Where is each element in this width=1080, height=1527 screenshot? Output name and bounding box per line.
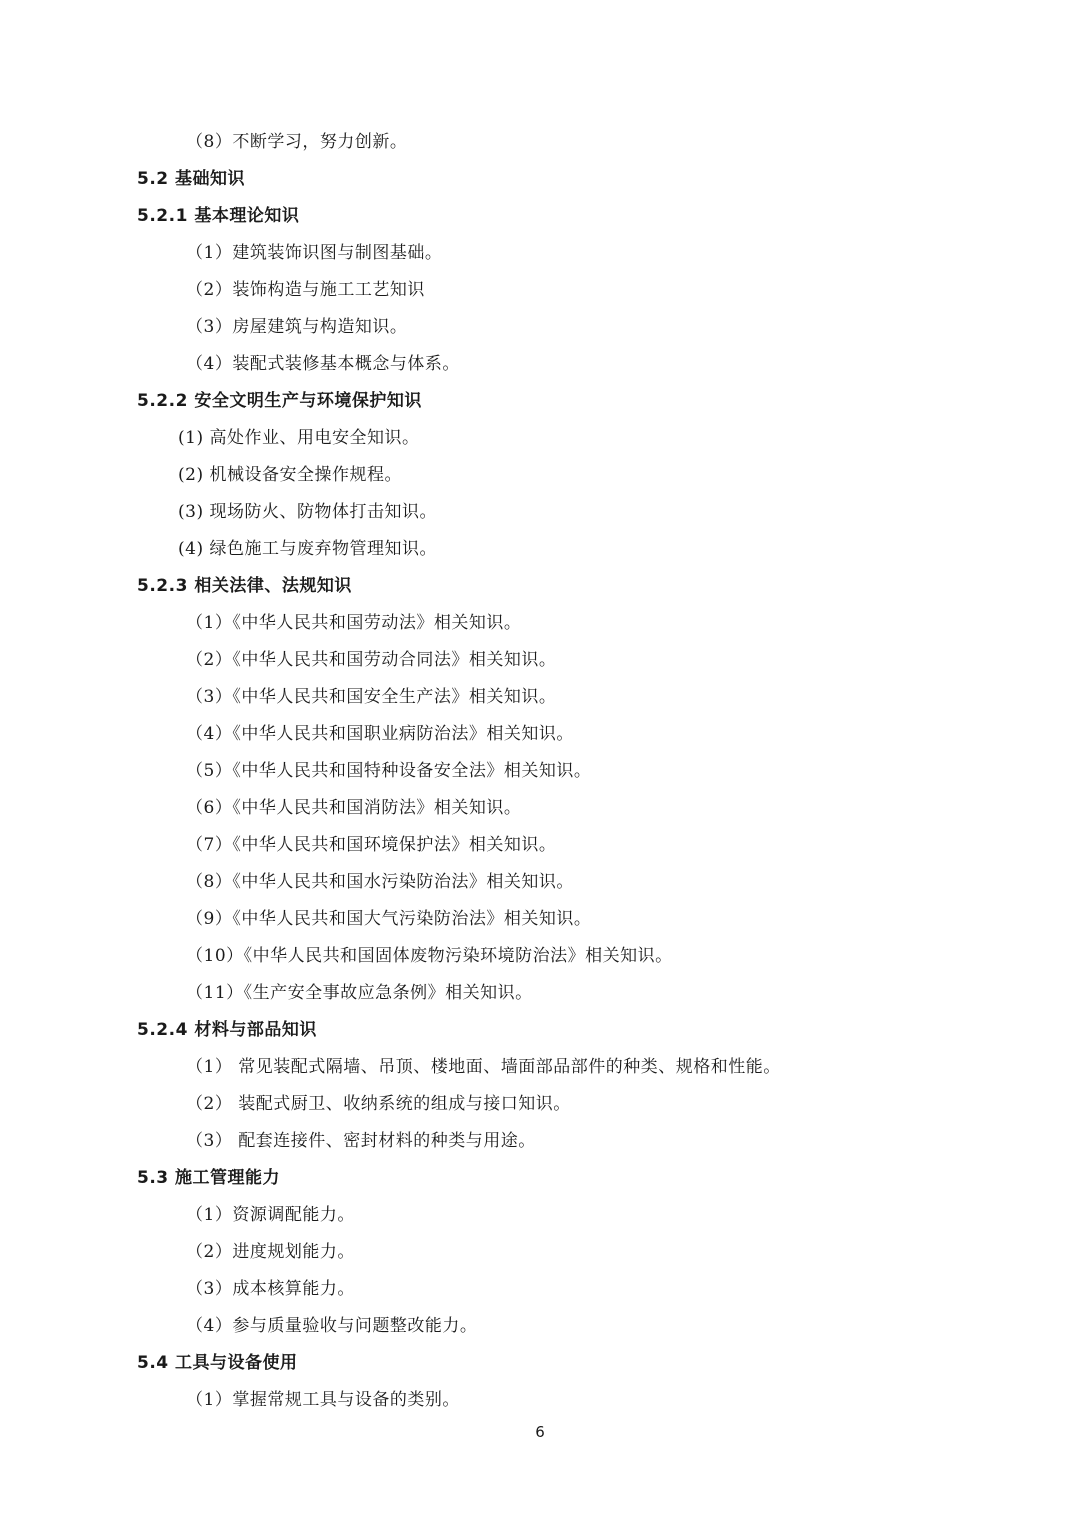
section-heading: 5.2 基础知识 [137,169,246,189]
section-heading: 5.4 工具与设备使用 [137,1353,298,1373]
subsection-heading: 5.2.2 安全文明生产与环境保护知识 [137,391,422,411]
list-item: （1）资源调配能力。 [186,1205,355,1225]
list-item: （10）《中华人民共和国固体废物污染环境防治法》相关知识。 [186,946,673,966]
list-item: （3）《中华人民共和国安全生产法》相关知识。 [186,687,557,707]
list-item: （6）《中华人民共和国消防法》相关知识。 [186,798,522,818]
section-heading: 5.3 施工管理能力 [137,1168,281,1188]
list-item: （2） 装配式厨卫、收纳系统的组成与接口知识。 [186,1094,571,1114]
list-item: （8）《中华人民共和国水污染防治法》相关知识。 [186,872,574,892]
subsection-heading: 5.2.3 相关法律、法规知识 [137,576,352,596]
list-item: （4）参与质量验收与问题整改能力。 [186,1316,478,1336]
list-item: （1）《中华人民共和国劳动法》相关知识。 [186,613,522,633]
list-item: (1) 高处作业、用电安全知识。 [178,428,420,448]
list-item: (4) 绿色施工与废弃物管理知识。 [178,539,437,559]
list-item: （7）《中华人民共和国环境保护法》相关知识。 [186,835,557,855]
list-item: (3) 现场防火、防物体打击知识。 [178,502,437,522]
list-item: （8）不断学习，努力创新。 [186,132,408,152]
list-item: （9）《中华人民共和国大气污染防治法》相关知识。 [186,909,592,929]
list-item: （2）装饰构造与施工工艺知识 [186,280,425,300]
list-item: （3）成本核算能力。 [186,1279,355,1299]
list-item: （1）建筑装饰识图与制图基础。 [186,243,443,263]
list-item: （2）《中华人民共和国劳动合同法》相关知识。 [186,650,557,670]
list-item: （4）《中华人民共和国职业病防治法》相关知识。 [186,724,574,744]
subsection-heading: 5.2.4 材料与部品知识 [137,1020,317,1040]
list-item: （1） 常见装配式隔墙、吊顶、楼地面、墙面部品部件的种类、规格和性能。 [186,1057,781,1077]
list-item: （4）装配式装修基本概念与体系。 [186,354,460,374]
list-item: （5）《中华人民共和国特种设备安全法》相关知识。 [186,761,592,781]
list-item: （3） 配套连接件、密封材料的种类与用途。 [186,1131,536,1151]
list-item: （11）《生产安全事故应急条例》相关知识。 [186,983,533,1003]
subsection-heading: 5.2.1 基本理论知识 [137,206,300,226]
list-item: (2) 机械设备安全操作规程。 [178,465,402,485]
list-item: （3）房屋建筑与构造知识。 [186,317,408,337]
page-number: 6 [535,1423,545,1441]
list-item: （1）掌握常规工具与设备的类别。 [186,1390,460,1410]
list-item: （2）进度规划能力。 [186,1242,355,1262]
